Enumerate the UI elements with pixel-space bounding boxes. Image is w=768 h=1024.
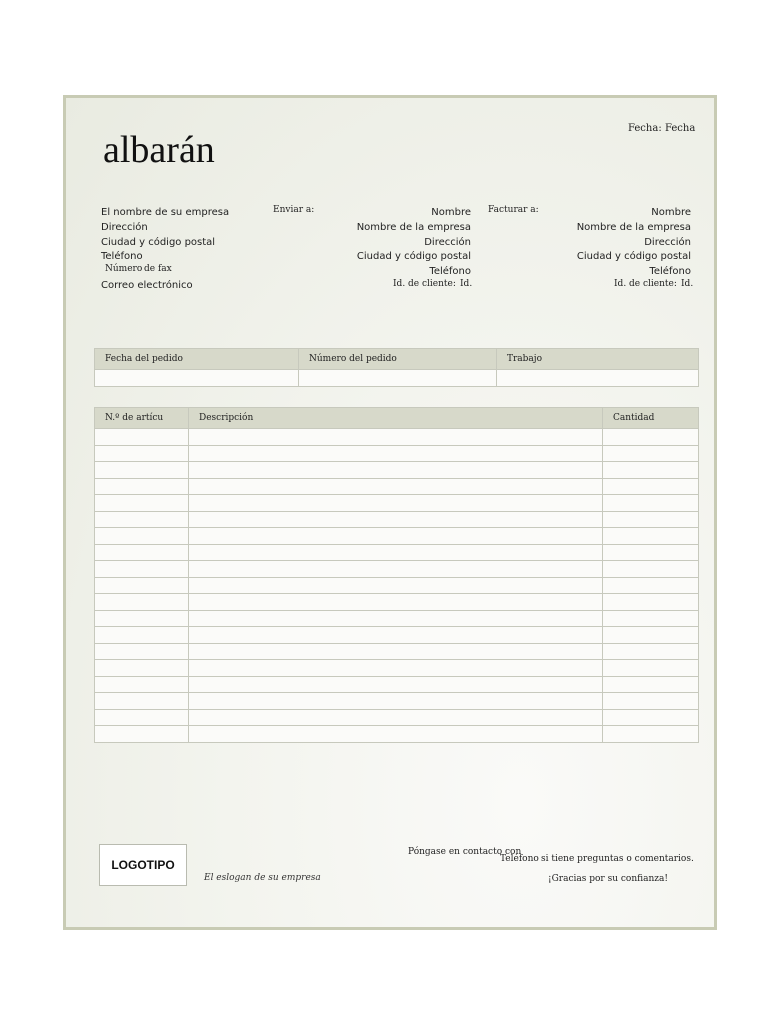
item-row <box>95 726 699 743</box>
item-row <box>95 544 699 561</box>
ship-to-city-zip[interactable]: Ciudad y código postal <box>356 251 471 262</box>
quantity-header: Cantidad <box>603 408 699 429</box>
description-cell[interactable] <box>189 478 603 495</box>
company-name[interactable]: El nombre de su empresa <box>101 207 230 218</box>
item-number-cell[interactable] <box>95 561 189 578</box>
document-title: albarán <box>103 129 215 171</box>
description-cell[interactable] <box>189 693 603 710</box>
quantity-cell[interactable] <box>603 693 699 710</box>
item-number-cell[interactable] <box>95 660 189 677</box>
description-cell[interactable] <box>189 429 603 446</box>
item-row <box>95 528 699 545</box>
job-header: Trabajo <box>497 349 699 370</box>
bill-to-phone[interactable]: Teléfono <box>649 266 691 277</box>
contact-prefix: Póngase en contacto con <box>408 847 522 857</box>
description-cell[interactable] <box>189 561 603 578</box>
item-number-cell[interactable] <box>95 462 189 479</box>
order-date-header: Fecha del pedido <box>95 349 299 370</box>
item-number-cell[interactable] <box>95 726 189 743</box>
item-number-cell[interactable] <box>95 643 189 660</box>
quantity-cell[interactable] <box>603 561 699 578</box>
ship-to-address[interactable]: Dirección <box>424 237 471 248</box>
description-cell[interactable] <box>189 726 603 743</box>
ship-to-phone[interactable]: Teléfono <box>429 266 471 277</box>
item-number-cell[interactable] <box>95 429 189 446</box>
bill-to-company[interactable]: Nombre de la empresa <box>576 222 691 233</box>
item-row <box>95 610 699 627</box>
quantity-cell[interactable] <box>603 643 699 660</box>
description-cell[interactable] <box>189 528 603 545</box>
description-cell[interactable] <box>189 676 603 693</box>
description-cell[interactable] <box>189 445 603 462</box>
item-number-cell[interactable] <box>95 709 189 726</box>
quantity-cell[interactable] <box>603 610 699 627</box>
description-cell[interactable] <box>189 610 603 627</box>
quantity-cell[interactable] <box>603 594 699 611</box>
ship-to-name[interactable]: Nombre <box>431 207 471 218</box>
thanks-message: ¡Gracias por su confianza! <box>548 874 669 884</box>
description-cell[interactable] <box>189 627 603 644</box>
quantity-cell[interactable] <box>603 676 699 693</box>
item-number-cell[interactable] <box>95 544 189 561</box>
item-number-cell[interactable] <box>95 627 189 644</box>
description-cell[interactable] <box>189 511 603 528</box>
item-row <box>95 462 699 479</box>
bill-to-address[interactable]: Dirección <box>644 237 691 248</box>
description-header: Descripción <box>189 408 603 429</box>
items-table-body <box>95 429 699 743</box>
order-number-header: Número del pedido <box>299 349 497 370</box>
description-cell[interactable] <box>189 709 603 726</box>
item-number-cell[interactable] <box>95 445 189 462</box>
item-row <box>95 511 699 528</box>
item-row <box>95 429 699 446</box>
item-row <box>95 660 699 677</box>
quantity-cell[interactable] <box>603 709 699 726</box>
company-fax-label: Número <box>105 264 143 274</box>
description-cell[interactable] <box>189 495 603 512</box>
item-row <box>95 643 699 660</box>
contact-phone[interactable]: Teléfono <box>500 854 539 864</box>
quantity-cell[interactable] <box>603 528 699 545</box>
company-fax-value[interactable]: de fax <box>144 264 172 274</box>
company-address[interactable]: Dirección <box>101 222 148 233</box>
quantity-cell[interactable] <box>603 627 699 644</box>
item-number-cell[interactable] <box>95 495 189 512</box>
quantity-cell[interactable] <box>603 462 699 479</box>
bill-to-city-zip[interactable]: Ciudad y código postal <box>576 251 691 262</box>
item-number-cell[interactable] <box>95 594 189 611</box>
company-phone[interactable]: Teléfono <box>101 251 143 262</box>
item-number-cell[interactable] <box>95 511 189 528</box>
ship-to-client-id-value[interactable]: Id. <box>460 279 473 289</box>
quantity-cell[interactable] <box>603 429 699 446</box>
bill-to-label: Facturar a: <box>488 205 539 215</box>
item-row <box>95 709 699 726</box>
job-cell[interactable] <box>497 370 699 387</box>
item-row <box>95 676 699 693</box>
date-value[interactable]: Fecha <box>665 123 696 134</box>
company-city-zip[interactable]: Ciudad y código postal <box>101 237 216 248</box>
description-cell[interactable] <box>189 660 603 677</box>
quantity-cell[interactable] <box>603 511 699 528</box>
description-cell[interactable] <box>189 643 603 660</box>
bill-to-client-id-label: Id. de cliente: <box>614 279 677 289</box>
company-email[interactable]: Correo electrónico <box>101 280 193 291</box>
item-row <box>95 478 699 495</box>
description-cell[interactable] <box>189 544 603 561</box>
items-table <box>94 407 699 743</box>
quantity-cell[interactable] <box>603 726 699 743</box>
item-row <box>95 594 699 611</box>
item-number-cell[interactable] <box>95 676 189 693</box>
item-number-cell[interactable] <box>95 693 189 710</box>
date-label: Fecha: <box>628 123 662 134</box>
item-number-cell[interactable] <box>95 577 189 594</box>
description-cell[interactable] <box>189 462 603 479</box>
item-number-cell[interactable] <box>95 610 189 627</box>
item-number-cell[interactable] <box>95 528 189 545</box>
item-number-cell[interactable] <box>95 478 189 495</box>
quantity-cell[interactable] <box>603 478 699 495</box>
quantity-cell[interactable] <box>603 544 699 561</box>
item-row <box>95 693 699 710</box>
order-number-cell[interactable] <box>299 370 497 387</box>
item-number-header: N.º de artícu <box>95 408 189 429</box>
item-row <box>95 495 699 512</box>
company-slogan[interactable]: El eslogan de su empresa <box>204 873 321 883</box>
contact-suffix: si tiene preguntas o comentarios. <box>541 854 694 864</box>
ship-to-company[interactable]: Nombre de la empresa <box>356 222 471 233</box>
item-row <box>95 627 699 644</box>
order-date-cell[interactable] <box>95 370 299 387</box>
bill-to-name[interactable]: Nombre <box>651 207 691 218</box>
bill-to-client-id-value[interactable]: Id. <box>681 279 694 289</box>
ship-to-client-id-label: Id. de cliente: <box>393 279 456 289</box>
quantity-cell[interactable] <box>603 577 699 594</box>
delivery-note-sheet <box>63 95 717 930</box>
item-row <box>95 577 699 594</box>
order-info-table <box>94 348 699 387</box>
quantity-cell[interactable] <box>603 445 699 462</box>
quantity-cell[interactable] <box>603 495 699 512</box>
company-logo: LOGOTIPO <box>99 844 187 886</box>
description-cell[interactable] <box>189 594 603 611</box>
item-row <box>95 445 699 462</box>
ship-to-label: Enviar a: <box>273 205 315 215</box>
item-row <box>95 561 699 578</box>
quantity-cell[interactable] <box>603 660 699 677</box>
description-cell[interactable] <box>189 577 603 594</box>
